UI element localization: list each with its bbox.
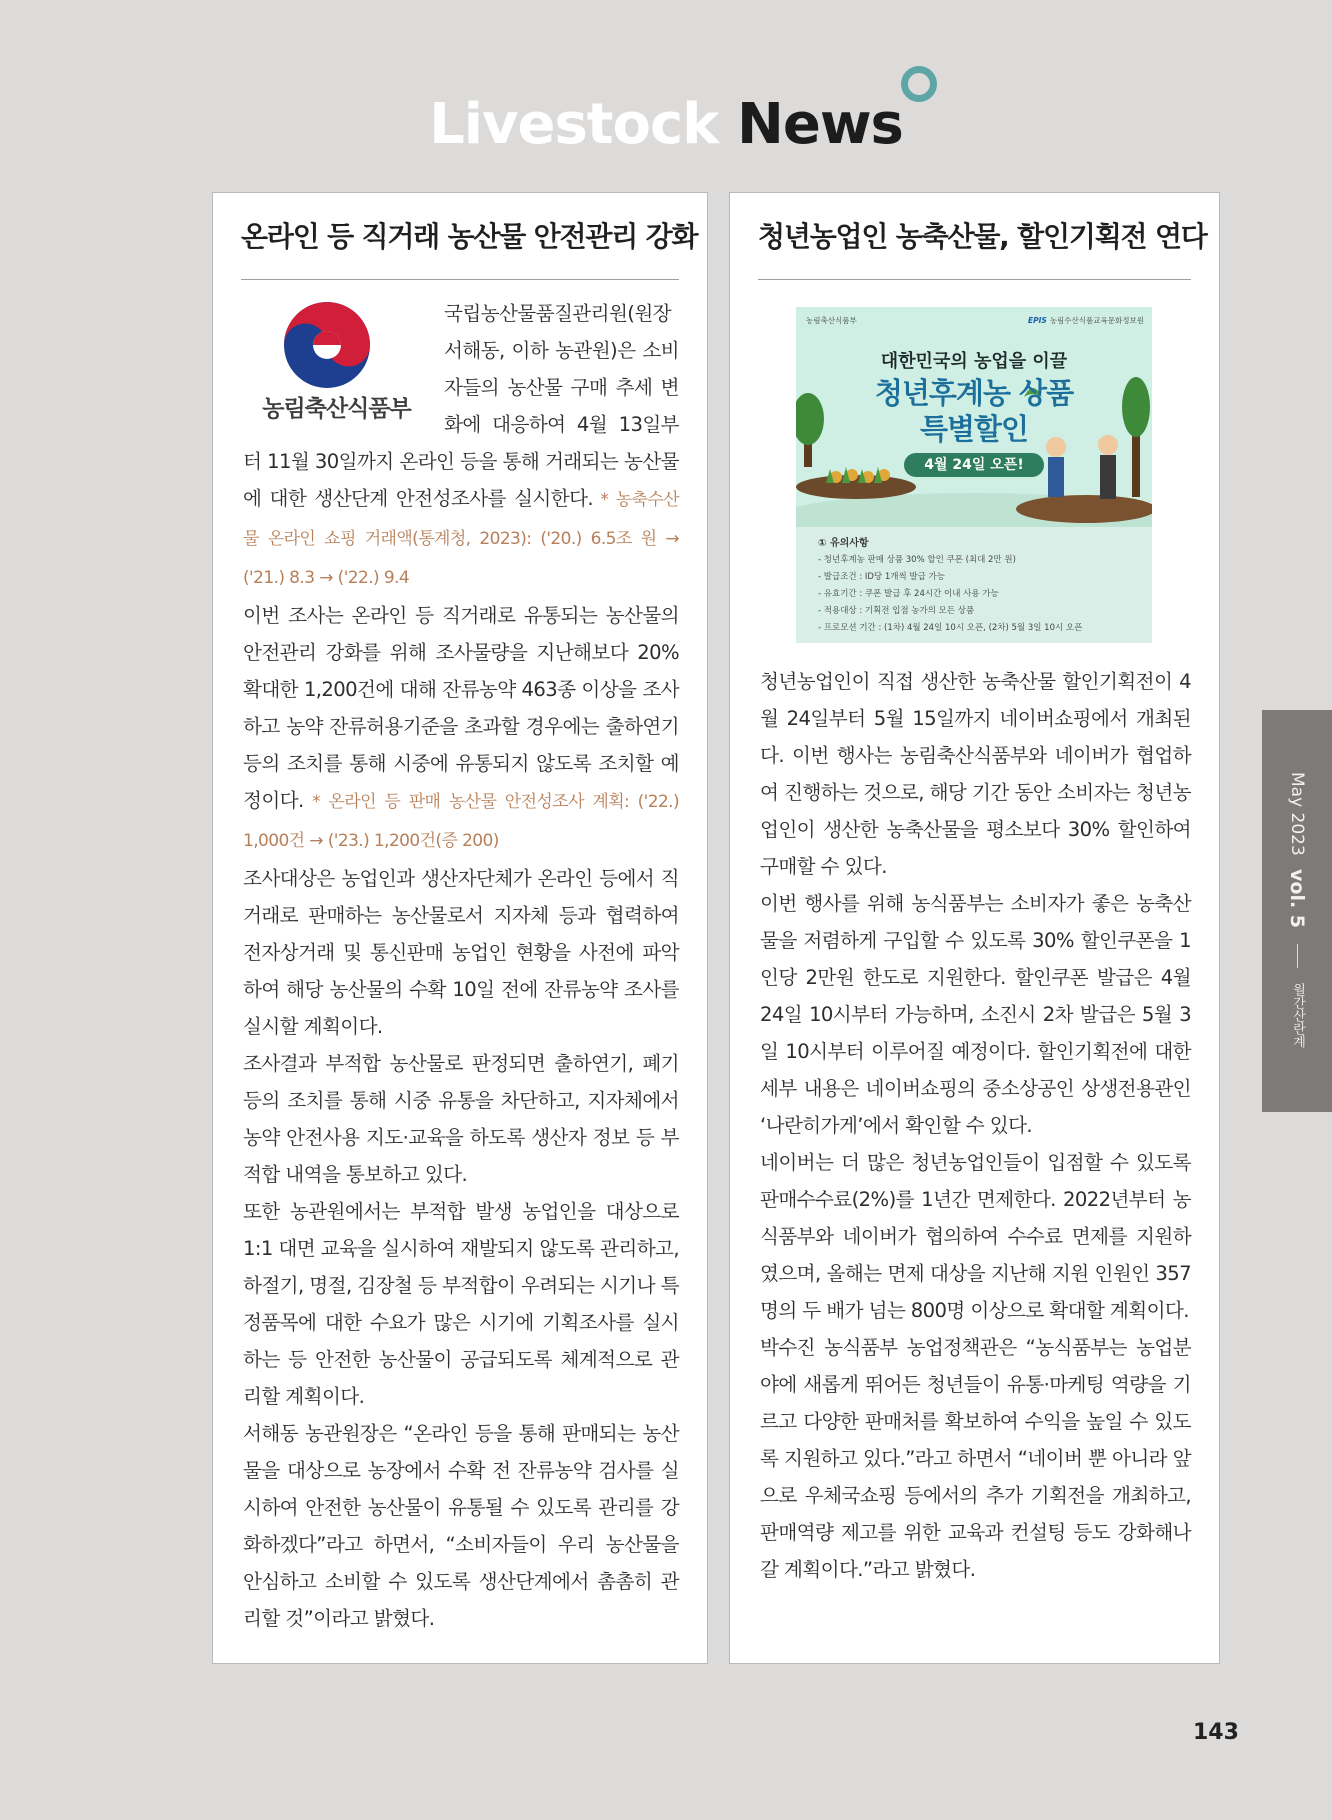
- banner-note: - 발급조건 : ID당 1개씩 발급 가능: [818, 572, 945, 582]
- banner-line-1: 대한민국의 농업을 이끌: [880, 351, 1068, 372]
- header-news-text: News: [736, 92, 903, 157]
- article-right-title: 청년농업인 농축산물, 할인기획전 연다: [758, 215, 1191, 280]
- banner-note: - 적용대상 : 기획전 입점 농가의 모든 상품: [818, 606, 975, 616]
- left-note-1: * 농축수산물 온라인 쇼핑 거래액(통계청, 2023): ('20.) 6.5조 원 → ('21.) 8.3 → ('22.) 9.4: [243, 490, 680, 588]
- banner-epis: [1028, 315, 1144, 326]
- page-number: 143: [1193, 1720, 1239, 1745]
- left-paragraph-5: 또한 농관원에서는 부적합 발생 농업인을 대상으로 1:1 대면 교육을 실시하여 재발되지 않도록 관리하고, 하절기, 명절, 김장철 등 부적합이 우려되는 시기나 특정품목에 대한 수요가 많은 시기에 기획조사를 실시하는 등 안전한 농산물이 공급되도록 체계적으로 관리할 계획이다.: [243, 1200, 679, 1408]
- issue-sidebar-tab: [1262, 710, 1332, 1112]
- right-paragraph-2: 이번 행사를 위해 농식품부는 소비자가 좋은 농축산물을 저렴하게 구입할 수 있도록 30% 할인쿠폰을 1인당 2만원 한도로 지원한다. 할인쿠폰 발급은 4월 24일 10시부터 가능하며, 소진시 2차 발급은 5월 3일 10시부터 이루어질 예정이다. 할인기획전에 대한 세부 내용은 네이버쇼핑의 중소상공인 상생전용관인 ‘나란히가게’에서 확인할 수 있다.: [760, 892, 1191, 1137]
- right-paragraph-4: 박수진 농식품부 농업정책관은 “농식품부는 농업분야에 새롭게 뛰어든 청년들이 유통·마케팅 역량을 기르고 다양한 판매처를 확보하여 수익을 높일 수 있도록 지원하고 있다.”라고 하면서 “네이버 뿐 아니라 앞으로 우체국쇼핑 등에서의 추가 기획전을 개최하고, 판매역량 제고를 위한 교육과 컨설팅 등도 강화해나갈 계획이다.”라고 밝혔다.: [760, 1336, 1191, 1581]
- banner-note: - 유효기간 : 쿠폰 발급 후 24시간 이내 사용 가능: [818, 589, 999, 599]
- issue-volume: vol. 5: [1286, 869, 1308, 929]
- magazine-name: 월간산란계: [1290, 983, 1305, 1049]
- issue-sidebar-text: [1286, 772, 1308, 1048]
- banner-notes: [818, 535, 1082, 637]
- banner-notes-title: ① 유의사항: [818, 538, 869, 549]
- header-word-news: [737, 92, 903, 157]
- banner-line-3: 특별할인: [919, 412, 1029, 446]
- left-paragraph-3: 조사대상은 농업인과 생산자단체가 온라인 등에서 직거래로 판매하는 농산물로서 지자체 등과 협력하여 전자상거래 및 통신판매 농업인 현황을 사전에 파악하여 해당 농산물의 수확 10일 전에 잔류농약 조사를 실시할 계획이다.: [243, 867, 679, 1038]
- article-left-body: [243, 295, 679, 1637]
- ministry-emblem-icon: [281, 299, 373, 391]
- right-paragraph-1: 청년농업인이 직접 생산한 농축산물 할인기획전이 4월 24일부터 5월 15일까지 네이버쇼핑에서 개최된다. 이번 행사는 농림축산식품부와 네이버가 협업하여 진행하는 것으로, 해당 기간 동안 소비자는 청년농업인이 생산한 농축산물을 평소보다 30% 할인하여 구매할 수 있다.: [760, 670, 1191, 878]
- left-paragraph-6: 서해동 농관원장은 “온라인 등을 통해 판매되는 농산물을 대상으로 농장에서 수확 전 잔류농약 검사를 실시하여 안전한 농산물이 유통될 수 있도록 관리를 강화하겠다”라고 하면서, “소비자들이 우리 농산물을 안심하고 소비할 수 있도록 생산단계에서 촘촘히 관리할 것”이라고 밝혔다.: [243, 1422, 679, 1630]
- left-paragraph-2: [243, 597, 679, 860]
- banner-note: - 프로모션 기간 : (1차) 4월 24일 10시 오픈, (2차) 5월 3일 10시 오픈: [818, 623, 1083, 633]
- article-left-title: 온라인 등 직거래 농산물 안전관리 강화: [241, 215, 679, 280]
- article-right: [729, 192, 1220, 1664]
- promo-banner: [796, 307, 1152, 643]
- banner-date-badge: 4월 24일 오픈!: [904, 453, 1044, 477]
- left-p2-text: 이번 조사는 온라인 등 직거래로 유통되는 농산물의 안전관리 강화를 위해 조사물량을 지난해보다 20% 확대한 1,200건에 대해 잔류농약 463종 이상을 조사하고 농약 잔류허용기준을 초과할 경우에는 출하연기 등의 조치를 통해 시중에 유통되지 않도록 조치할 예정이다.: [243, 604, 679, 812]
- left-note-2: * 온라인 등 판매 농산물 안전성조사 계획: ('22.) 1,000건 → ('23.) 1,200건(증 200): [243, 792, 679, 851]
- ministry-logo: [239, 299, 434, 435]
- epis-name: 농림수산식품교육문화정보원: [1049, 316, 1144, 325]
- article-left: [212, 192, 708, 1664]
- issue-date: May 2023: [1287, 772, 1307, 856]
- banner-note: - 청년후계농 판매 상품 30% 할인 쿠폰 (최대 2만 원): [818, 555, 1016, 565]
- epis-mark: EPIS: [1028, 316, 1047, 325]
- banner-top: [796, 307, 1152, 527]
- banner-ministry: 농림축산식품부: [806, 316, 857, 325]
- ministry-logo-text: 농림축산식품부: [262, 396, 411, 422]
- header-dot-icon: [901, 66, 937, 102]
- left-paragraph-4: 조사결과 부적합 농산물로 판정되면 출하연기, 폐기 등의 조치를 통해 시중 유통을 차단하고, 지자체에서 농약 안전사용 지도·교육을 하도록 생산자 정보 등 부적합 내역을 통보하고 있다.: [243, 1052, 679, 1186]
- article-right-body: [760, 663, 1191, 1588]
- left-p1-text: 국립농산물품질관리원(원장 서해동, 이하 농관원)은 소비자들의 농산물 구매 추세 변화에 대응하여 4월 13일부터 11월 30일까지 온라인 등을 통해 거래되는 농산물에 대한 생산단계 안전성조사를 실시한다.: [243, 302, 679, 510]
- header-word-livestock: Livestock: [429, 92, 719, 157]
- sidebar-divider: [1297, 944, 1298, 968]
- section-header: [0, 92, 1332, 157]
- right-paragraph-3: 네이버는 더 많은 청년농업인들이 입점할 수 있도록 판매수수료(2%)를 1년간 면제한다. 2022년부터 농식품부와 네이버가 협의하여 수수료 면제를 지원하였으며, 올해는 면제 대상을 지난해 지원 인원인 357명의 두 배가 넘는 800명 이상으로 확대할 계획이다.: [760, 1151, 1191, 1322]
- banner-line-2: 청년후계농 상품: [874, 376, 1074, 410]
